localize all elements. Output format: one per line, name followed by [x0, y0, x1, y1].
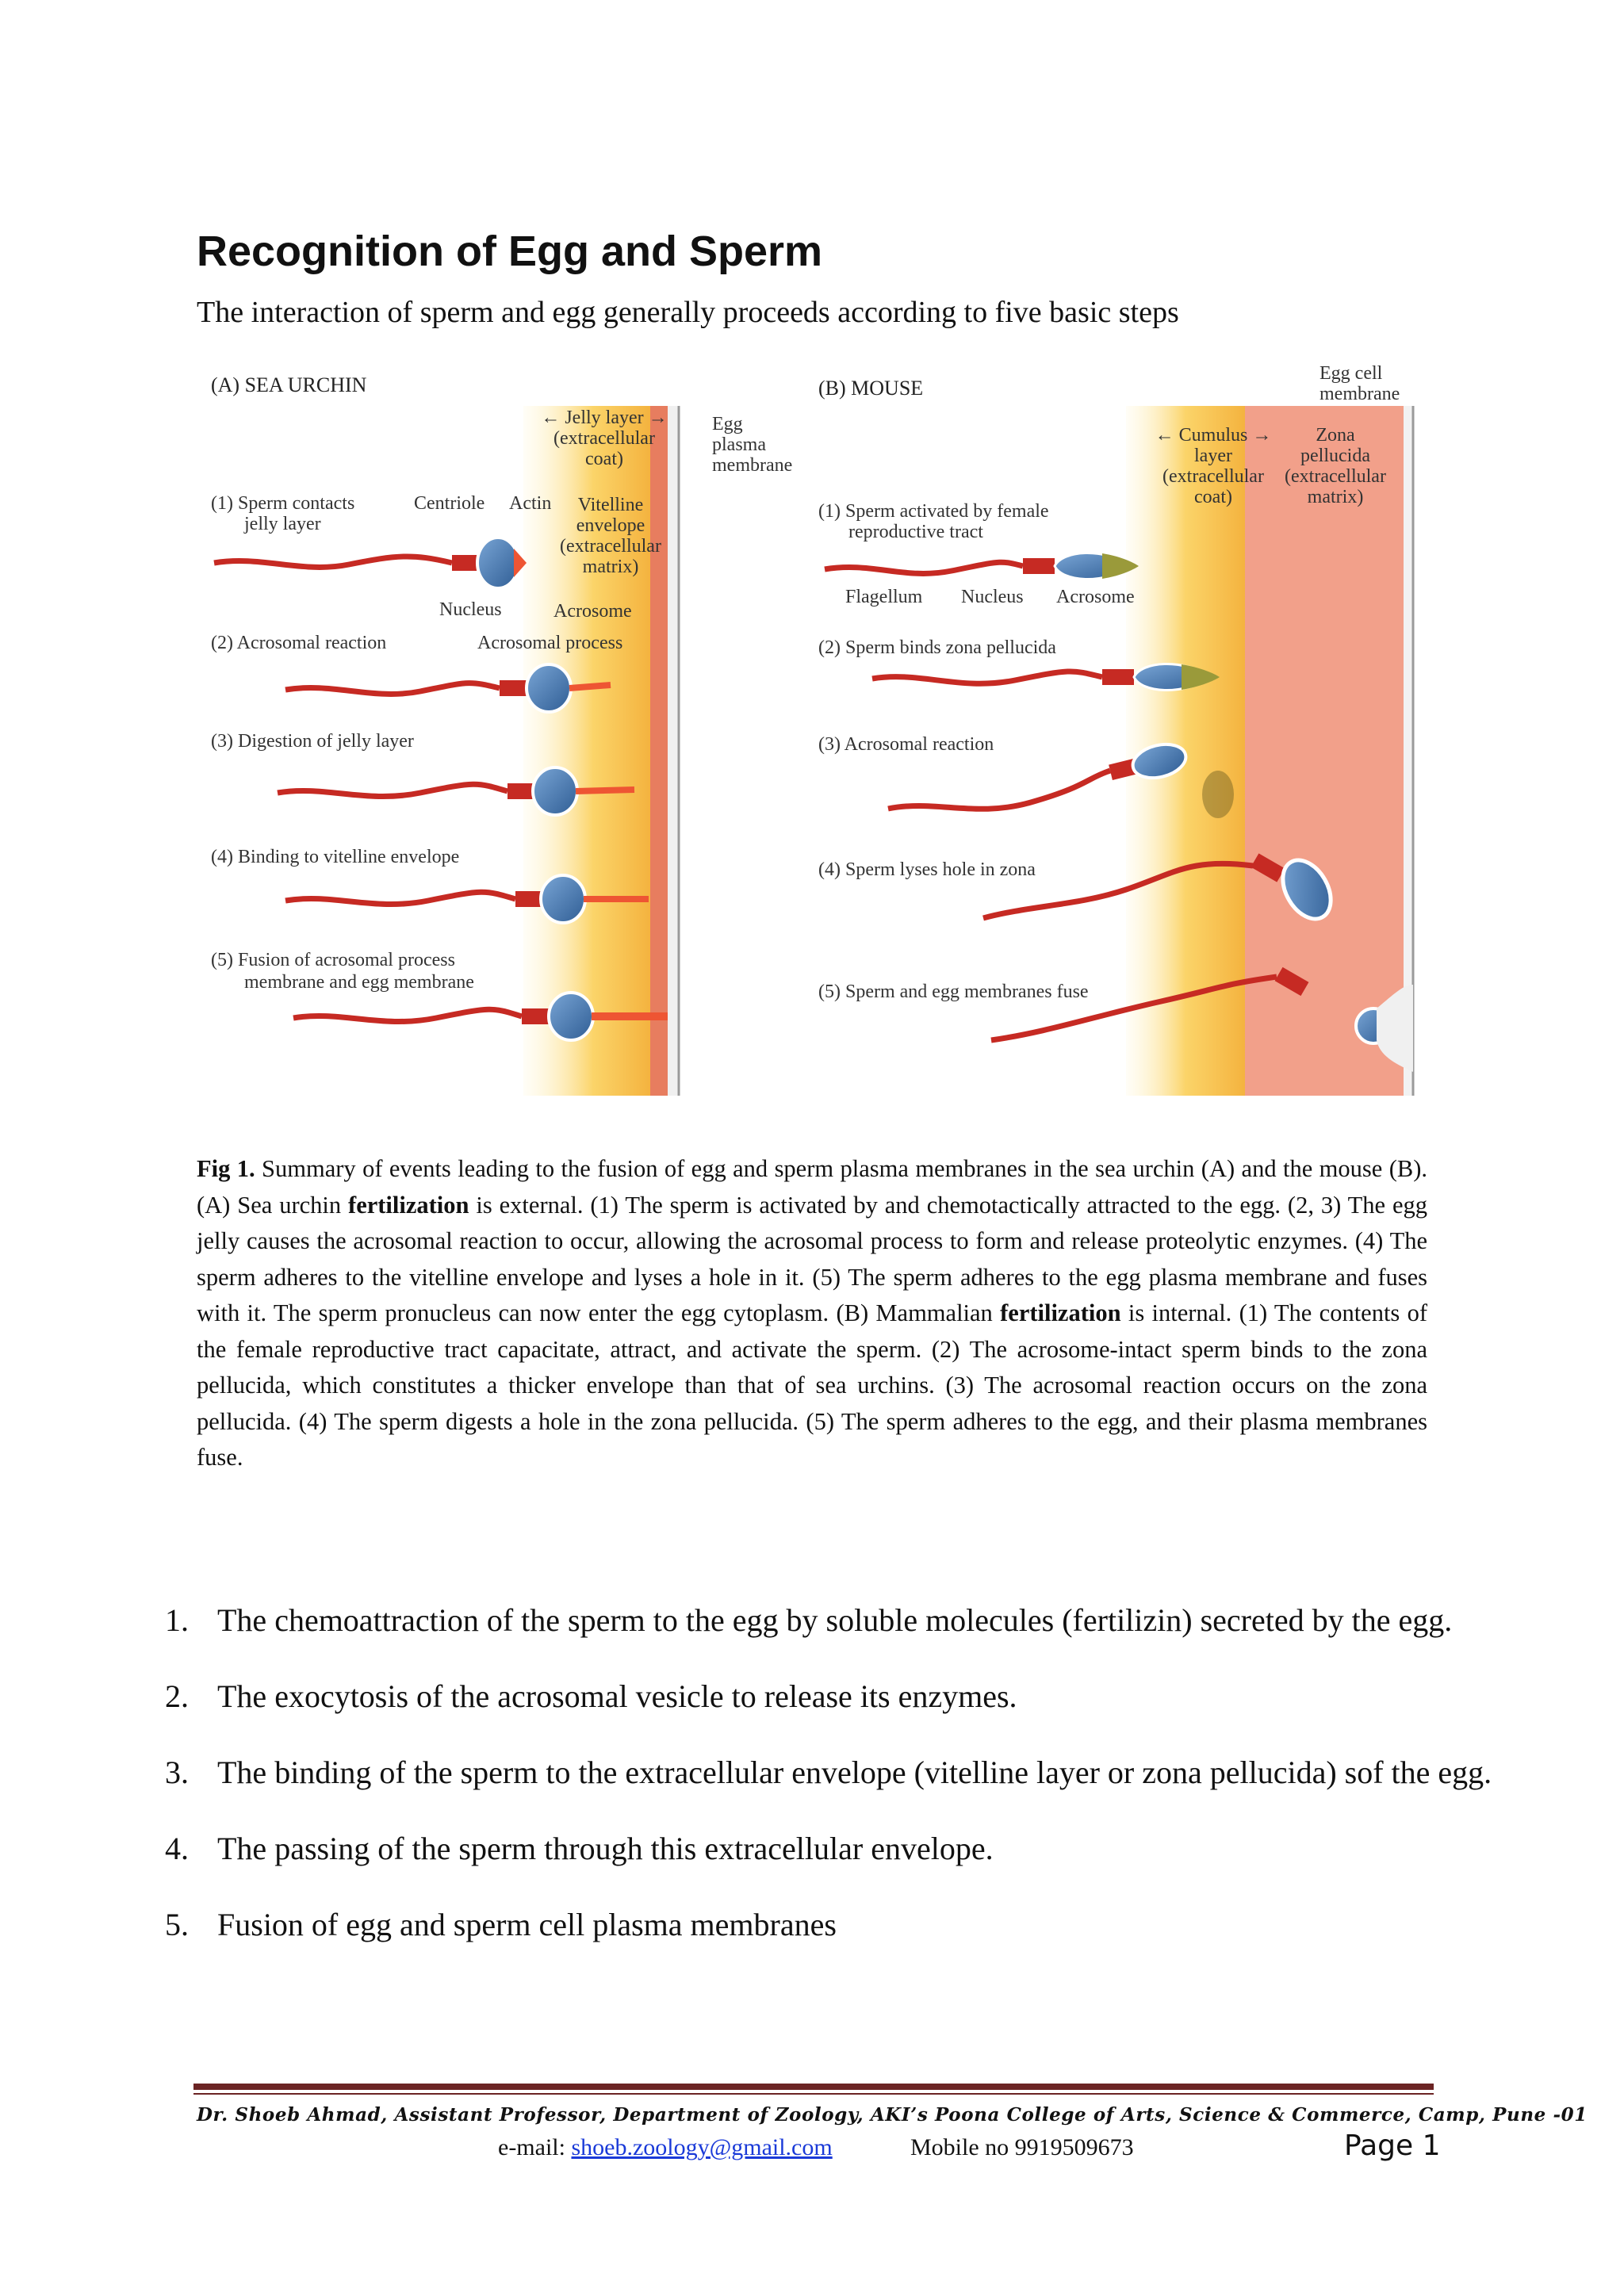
- footer-mobile: Mobile no 9919509673: [910, 2134, 1134, 2160]
- footer-rule-thin: [193, 2093, 1434, 2095]
- step-item: [165, 1754, 1497, 1792]
- panel-b-step-3: (3) Acrosomal reaction: [818, 734, 994, 755]
- svg-text:(1) Sperm activated by female: (1) Sperm activated by female: [818, 501, 1049, 522]
- svg-text:layer: layer: [1194, 446, 1232, 466]
- caption-text-1: Summary of events leading to the fusion of egg and sperm plasma membranes in the sea urchin (A) and the mouse (B). (A) Sea urchin: [197, 1155, 1427, 1219]
- panel-a-heading: (A) SEA URCHIN: [211, 373, 367, 396]
- steps-list: [165, 1601, 1497, 1944]
- svg-text:membrane: membrane: [712, 455, 793, 476]
- svg-text:reproductive tract: reproductive tract: [848, 522, 983, 542]
- caption-text-3: is internal. (1) The contents of the female reproductive tract capacitate, attract, and activate the sperm. (2) The acrosome-intact sperm binds to the zona pellucida, which constitutes a thicker envelope than that of sea urchins. (3) The acrosomal reaction occurs on the zona pellucida. (4) The sperm digests a hole in the zona pellucida. (5) The sperm adheres to the egg, and their plasma membranes fuse.: [197, 1299, 1428, 1471]
- svg-text:membrane and egg membrane: membrane and egg membrane: [244, 972, 474, 993]
- step-number: 3.: [165, 1755, 189, 1790]
- caption-text-2: is external. (1) The sperm is activated by and chemotactically attracted to the egg. (2, 3) The egg jelly causes the acrosomal reaction to occur, allowing the acrosomal process to form and release proteolytic enzymes. (4) The sperm adheres to the vitelline envelope and lyses a hole in it. (5) The sperm adheres to the egg plasma membrane and fuses with it. The sperm pronucleus can now enter the egg cytoplasm. (B) Mammalian: [197, 1191, 1428, 1326]
- panel-b-step-4: (4) Sperm lyses hole in zona: [818, 859, 1036, 880]
- svg-text:Vitelline: Vitelline: [577, 495, 644, 515]
- svg-text:coat): coat): [1194, 487, 1232, 507]
- page-title: Recognition of Egg and Sperm: [197, 228, 823, 275]
- mouse-sperm-2: [872, 664, 1220, 690]
- svg-text:jelly layer: jelly layer: [244, 514, 321, 534]
- acrosome-label-b: Acrosome: [1056, 587, 1135, 607]
- svg-text:Egg cell: Egg cell: [1320, 363, 1383, 384]
- email-link[interactable]: shoeb.zoology@gmail.com: [571, 2134, 833, 2160]
- svg-text:pellucida: pellucida: [1300, 446, 1370, 466]
- vitelline-envelope-band: [650, 406, 668, 1096]
- step-number: 5.: [165, 1907, 189, 1942]
- svg-text:(extracellular: (extracellular: [560, 536, 661, 557]
- svg-text:← Cumulus →: ← Cumulus →: [1155, 425, 1272, 446]
- caption-bold-1: fertilization: [348, 1191, 469, 1219]
- svg-text:membrane: membrane: [1320, 384, 1400, 404]
- footer-contact: [498, 2134, 833, 2161]
- egg-plasma-membrane-label: [712, 414, 792, 476]
- zona-pellucida-region: [1245, 406, 1404, 1096]
- caption-bold-2: fertilization: [1000, 1299, 1121, 1326]
- nucleus-label-b: Nucleus: [961, 587, 1024, 607]
- page-number: Page 1: [1344, 2130, 1441, 2162]
- actin-label: Actin: [509, 493, 552, 514]
- panel-b-step-5: (5) Sperm and egg membranes fuse: [818, 982, 1089, 1002]
- acrosome-label-a: Acrosome: [553, 601, 632, 622]
- panel-a-step-1: [211, 493, 354, 534]
- egg-plasma-membrane-band: [668, 406, 679, 1096]
- panel-a-step-3: (3) Digestion of jelly layer: [211, 731, 414, 752]
- panel-a-step-2: (2) Acrosomal reaction: [211, 633, 387, 653]
- step-text: The chemoattraction of the sperm to the egg by soluble molecules (fertilizin) secreted by the egg.: [217, 1602, 1453, 1638]
- footer-rule-thick: [193, 2084, 1434, 2090]
- svg-text:envelope: envelope: [576, 515, 645, 536]
- step-item: [165, 1678, 1497, 1716]
- svg-text:plasma: plasma: [712, 434, 766, 455]
- step-text: The passing of the sperm through this extracellular envelope.: [217, 1831, 994, 1866]
- step-number: 1.: [165, 1602, 189, 1638]
- step-number: 2.: [165, 1678, 189, 1714]
- svg-text:coat): coat): [585, 449, 623, 469]
- panel-b-step-2: (2) Sperm binds zona pellucida: [818, 637, 1056, 658]
- caption-label: Fig 1.: [197, 1155, 255, 1182]
- step-text: Fusion of egg and sperm cell plasma membranes: [217, 1907, 837, 1942]
- step-item: [165, 1601, 1497, 1640]
- step-number: 4.: [165, 1831, 189, 1866]
- svg-text:(5) Fusion of acrosomal proces: (5) Fusion of acrosomal process: [211, 950, 455, 970]
- centriole-label: Centriole: [414, 493, 485, 514]
- step-text: The binding of the sperm to the extracellular envelope (vitelline layer or zona pellucida) sof the egg.: [217, 1755, 1492, 1790]
- email-label: e-mail:: [498, 2134, 572, 2160]
- intro-text: The interaction of sperm and egg generally proceeds according to five basic steps: [197, 296, 1179, 329]
- step-item: [165, 1830, 1497, 1868]
- svg-text:(extracellular: (extracellular: [553, 428, 655, 449]
- svg-text:(extracellular: (extracellular: [1162, 466, 1264, 487]
- sea-urchin-sperm-1: [214, 538, 527, 588]
- nucleus-label-a: Nucleus: [439, 599, 502, 620]
- figure-caption: [197, 1151, 1427, 1476]
- svg-text:Egg: Egg: [712, 414, 743, 434]
- svg-text:(extracellular: (extracellular: [1285, 466, 1386, 487]
- panel-a-step-4: (4) Binding to vitelline envelope: [211, 847, 460, 867]
- panel-a-step-5: [211, 950, 474, 993]
- step-text: The exocytosis of the acrosomal vesicle to release its enzymes.: [217, 1678, 1017, 1714]
- panel-b-step-1: [818, 501, 1049, 542]
- svg-text:← Jelly layer →: ← Jelly layer →: [541, 408, 668, 428]
- acrosomal-process-label: Acrosomal process: [477, 633, 623, 653]
- figure-svg: [190, 358, 1437, 1096]
- egg-cell-membrane-label: [1320, 363, 1400, 404]
- flagellum-label: Flagellum: [845, 587, 923, 607]
- svg-text:matrix): matrix): [1307, 487, 1364, 507]
- svg-text:matrix): matrix): [582, 557, 639, 577]
- svg-text:Zona: Zona: [1316, 425, 1355, 446]
- footer-author: Dr. Shoeb Ahmad, Assistant Professor, Department of Zoology, AKI’s Poona College of Arts, Science & Commerce, Camp, Pune -01: [197, 2104, 1588, 2126]
- panel-b-heading: (B) MOUSE: [818, 377, 924, 400]
- fertilization-figure: [190, 358, 1437, 1096]
- mouse-sperm-1: [825, 553, 1139, 579]
- step-item: [165, 1906, 1497, 1944]
- sea-urchin-sperm-2: [285, 664, 611, 712]
- svg-text:(1) Sperm contacts: (1) Sperm contacts: [211, 493, 355, 514]
